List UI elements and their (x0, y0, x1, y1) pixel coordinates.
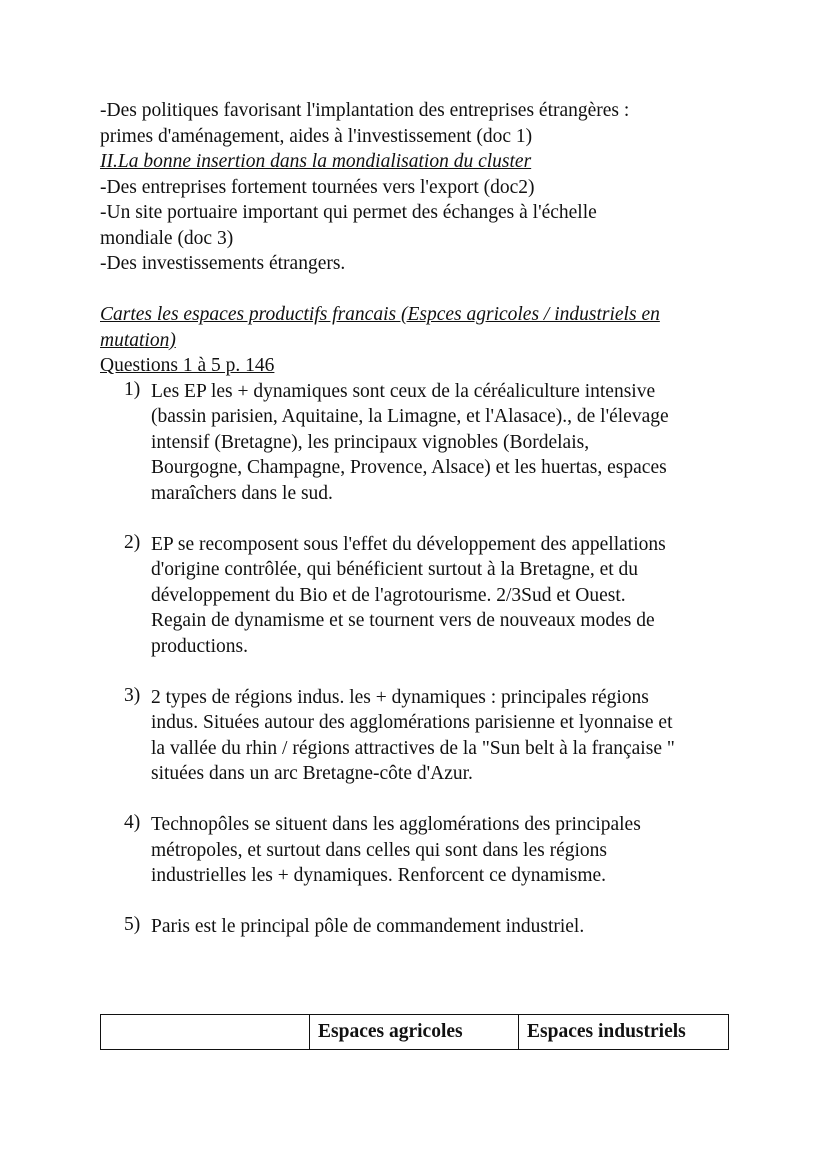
answer-number: 1) (124, 378, 141, 400)
spacer (100, 277, 740, 303)
intro-block (100, 98, 740, 149)
answer-number: 5) (124, 914, 141, 935)
answer-line: métropoles, et surtout dans celles qui sont dans les régions (151, 839, 608, 861)
answer-line: Paris est le principal pôle de commandement industriel. (151, 916, 585, 937)
answer-item (100, 379, 740, 507)
questions-heading: Questions 1 à 5 p. 146 (100, 355, 275, 376)
intro-line: primes d'aménagement, aides à l'investissement (doc 1) (100, 125, 533, 147)
table-header-cell-industriel: Espaces industriels (519, 1015, 729, 1050)
table-header-row (101, 1015, 729, 1050)
answer-line: productions. (151, 635, 248, 657)
answer-line: Regain de dynamisme et se tournent vers de nouveaux modes de (151, 610, 655, 631)
section2-line: -Des investissements étrangers. (100, 253, 346, 274)
answer-line: (bassin parisien, Aquitaine, la Limagne, et l'Alasace)., de l'élevage (151, 406, 669, 427)
section2-line: -Un site portuaire important qui permet des échanges à l'échelle (100, 202, 597, 223)
table-header-cell-empty (101, 1015, 310, 1050)
intro-line: -Des politiques favorisant l'implantation des entreprises étrangères : (100, 100, 630, 121)
answers-list (100, 379, 740, 940)
answer-line: Technopôles se situent dans les agglomérations des principales (151, 814, 641, 835)
answer-line: Les EP les + dynamiques sont ceux de la céréaliculture intensive (151, 380, 656, 402)
answer-item (100, 532, 740, 660)
table-header-cell-agricole: Espaces agricoles (310, 1015, 519, 1050)
answer-item (100, 914, 740, 940)
answer-number: 3) (124, 684, 141, 706)
answer-line: la vallée du rhin / régions attractives de la "Sun belt à la française " (151, 737, 675, 759)
answer-line: Bourgogne, Champagne, Provence, Alsace) et les huertas, espaces (151, 457, 667, 478)
maps-heading-line: Cartes les espaces productifs francais (Espces agricoles / industriels en (100, 304, 660, 325)
section2-line: mondiale (doc 3) (100, 227, 234, 249)
answer-line: indus. Situées autour des agglomérations parisienne et lyonnaise et (151, 712, 673, 733)
answer-line: EP se recomposent sous l'effet du développement des appellations (151, 533, 666, 555)
answer-number: 2) (124, 531, 141, 553)
answer-line: d'origine contrôlée, qui bénéficient surtout à la Bretagne, et du (151, 559, 639, 580)
answer-line: maraîchers dans le sud. (151, 482, 333, 504)
answer-item (100, 685, 740, 787)
section2-line: -Des entreprises fortement tournées vers l'export (doc2) (100, 176, 535, 198)
answer-line: 2 types de régions indus. les + dynamiques : principales régions (151, 686, 649, 708)
maps-heading-line: mutation) (100, 329, 176, 351)
answer-line: intensif (Bretagne), les principaux vignobles (Bordelais, (151, 431, 590, 453)
answer-line: développement du Bio et de l'agrotourisme. 2/3Sud et Ouest. (151, 584, 626, 606)
section2-block (100, 175, 740, 277)
section2-heading: II.La bonne insertion dans la mondialisation du cluster (100, 151, 532, 172)
answer-line: industrielles les + dynamiques. Renforcent ce dynamisme. (151, 865, 607, 886)
comparison-table (100, 1014, 729, 1050)
answer-item (100, 812, 740, 889)
answer-line: situées dans un arc Bretagne-côte d'Azur. (151, 763, 473, 784)
answer-number: 4) (124, 812, 141, 833)
document-page (100, 98, 740, 965)
